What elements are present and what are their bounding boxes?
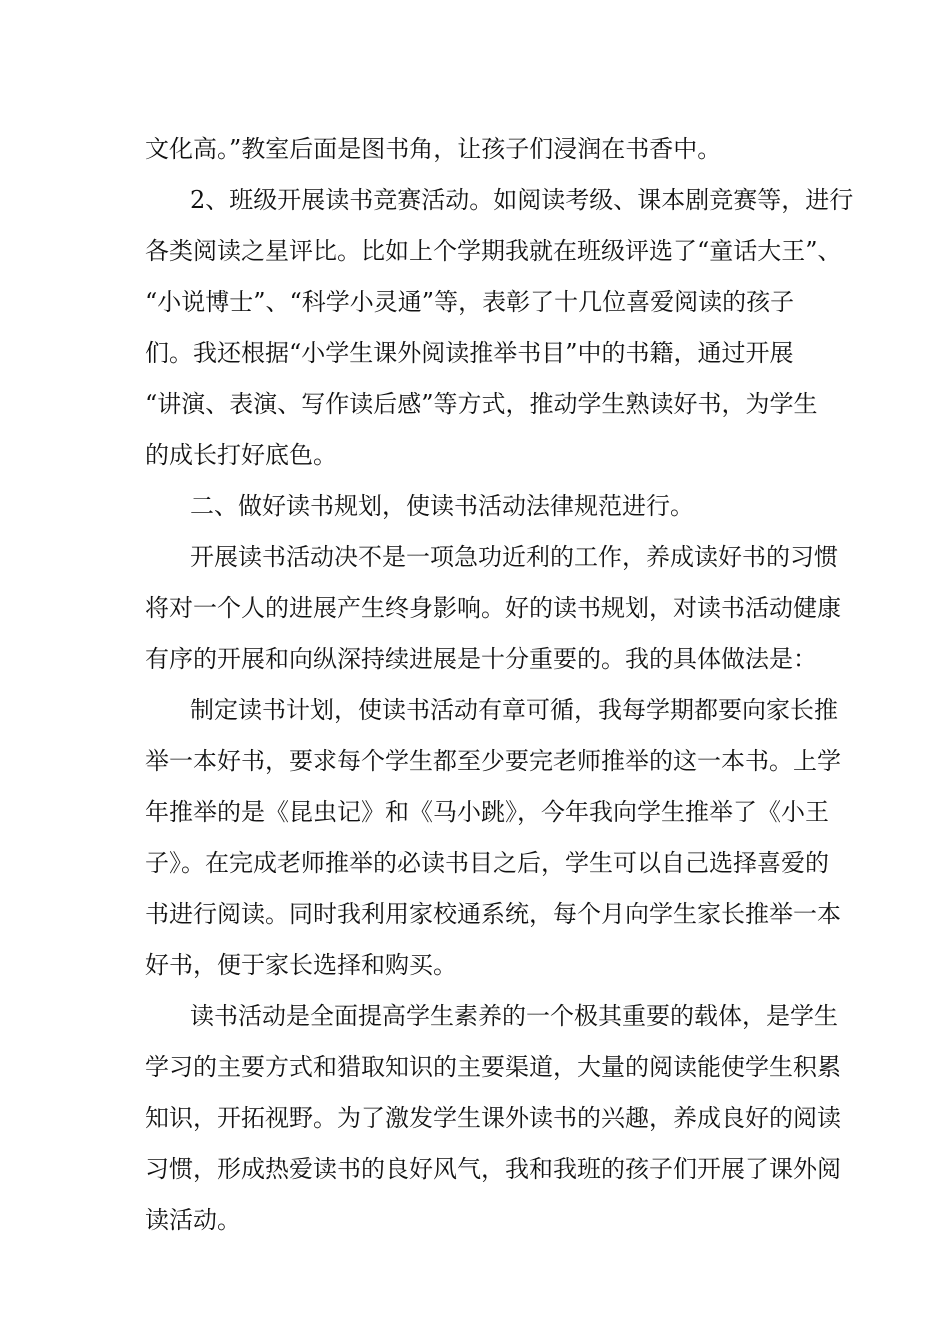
text-line (0, 282, 950, 322)
line-text: “讲演、表演、写作读后感”等方式，推动学生熟读好书，为学生 (145, 390, 818, 418)
text-line (0, 690, 950, 730)
text-line (0, 180, 950, 220)
text-line (0, 384, 950, 424)
line-text: 知识，开拓视野。为了激发学生课外读书的兴趣，养成良好的阅读 (145, 1104, 841, 1132)
line-text: 二、做好读书规划，使读书活动法律规范进行。 (190, 492, 694, 520)
line-text: 的成长打好底色。 (145, 441, 337, 469)
line-text: 学习的主要方式和猎取知识的主要渠道，大量的阅读能使学生积累 (145, 1053, 841, 1081)
line-text: 书进行阅读。同时我利用家校通系统，每个月向学生家长推举一本 (145, 900, 841, 928)
line-text: 习惯，形成热爱读书的良好风气，我和我班的孩子们开展了课外阅 (145, 1155, 841, 1183)
line-text: 年推举的是《昆虫记》和《马小跳》，今年我向学生推举了《小王 (145, 798, 829, 826)
text-line (0, 1200, 950, 1240)
text-line (0, 1047, 950, 1087)
text-line (0, 894, 950, 934)
text-line (0, 945, 950, 985)
line-text: 制定读书计划，使读书活动有章可循，我每学期都要向家长推 (190, 696, 838, 724)
line-text: 读活动。 (145, 1206, 241, 1234)
line-text: 子》。在完成老师推举的必读书目之后，学生可以自己选择喜爱的 (145, 849, 829, 877)
text-line (0, 996, 950, 1036)
line-text: 读书活动是全面提高学生素养的一个极其重要的载体，是学生 (190, 1002, 838, 1030)
text-line (0, 792, 950, 832)
line-text: 各类阅读之星评比。比如上个学期我就在班级评选了“童话大王”、 (145, 237, 842, 265)
section-heading (0, 486, 950, 526)
line-text: 们。我还根据“小学生课外阅读推举书目”中的书籍，通过开展 (145, 339, 794, 367)
line-text: 有序的开展和向纵深持续进展是十分重要的。我的具体做法是： (145, 645, 817, 673)
line-text: 开展读书活动决不是一项急功近利的工作，养成读好书的习惯 (190, 543, 838, 571)
line-text: 2、班级开展读书竞赛活动。如阅读考级、课本剧竞赛等，进行 (190, 186, 854, 214)
text-line (0, 231, 950, 271)
line-text: 好书，便于家长选择和购买。 (145, 951, 457, 979)
text-line (0, 843, 950, 883)
line-text: 举一本好书，要求每个学生都至少要完老师推举的这一本书。上学 (145, 747, 841, 775)
line-text: 文化高。”教室后面是图书角，让孩子们浸润在书香中。 (145, 135, 722, 163)
text-line (0, 741, 950, 781)
line-text: 将对一个人的进展产生终身影响。好的读书规划，对读书活动健康 (145, 594, 841, 622)
text-line (0, 1098, 950, 1138)
line-text: “小说博士”、“科学小灵通”等，表彰了十几位喜爱阅读的孩子 (145, 288, 795, 316)
text-line (0, 129, 950, 169)
text-line (0, 639, 950, 679)
text-line (0, 333, 950, 373)
text-line (0, 435, 950, 475)
text-line (0, 1149, 950, 1189)
text-line (0, 588, 950, 628)
text-line (0, 537, 950, 577)
